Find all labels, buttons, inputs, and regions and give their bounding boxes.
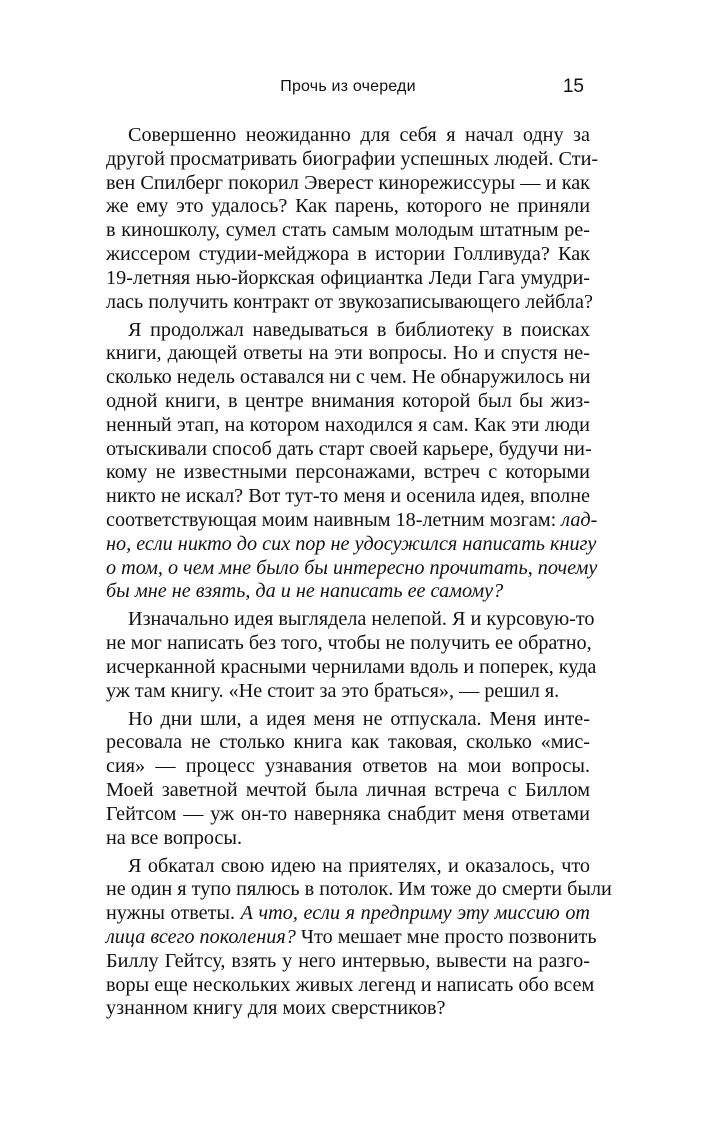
text-segment: жиссером студии-мейджора в истории Голливуда? Как [106, 242, 590, 265]
text-segment: лась получить контракт от звукозаписывающего лейбла? [106, 290, 593, 313]
italic-text: А что, если я предприму эту миссию от [240, 902, 590, 925]
text-segment: Моей заветной мечтой была личная встреча с Биллом [106, 779, 590, 802]
italic-text: лад- [561, 508, 598, 531]
text-segment: Биллу Гейтсу, взять у него интервью, вывести на разго- [106, 949, 590, 972]
text-segment: соответствующая моим наивным 18-летним мозгам: [106, 508, 562, 531]
text-line [106, 926, 597, 950]
text-line [106, 779, 590, 803]
text-line [106, 461, 590, 485]
text-segment: в киношколу, сумел стать самым молодым штатным ре- [106, 219, 590, 242]
text-line [106, 580, 590, 604]
text-segment: отыскивали способ дать старт своей карьере, будучи ни- [106, 437, 592, 460]
text-line [106, 608, 595, 632]
italic-text: о том, о чем мне было бы интересно прочитать, почему [106, 556, 598, 579]
text-line [106, 438, 590, 462]
text-segment: сколько недель оставался ни с чем. Не обнаружилось ни [106, 366, 591, 389]
text-segment: одной книги, в центре внимания которой был бы жиз- [106, 389, 590, 412]
paragraph [106, 124, 599, 314]
italic-text: лица всего поколения? [106, 926, 296, 949]
text-segment: ненный этап, на котором находился я сам. Как эти люди [106, 413, 590, 436]
text-line [106, 390, 590, 414]
text-line [106, 342, 590, 366]
text-segment: сия» — процесс узнавания ответов на мои вопросы. [106, 755, 590, 778]
text-line [106, 414, 590, 438]
text-line [106, 855, 590, 879]
text-segment: Но дни шли, а идея меня не отпускала. Меня инте- [128, 707, 590, 730]
text-segment: же ему это удалось? Как парень, которого не приняли [106, 195, 590, 218]
text-segment: никто не искал? Вот тут-то меня и осенила идея, вполне [106, 485, 590, 508]
body-text [106, 124, 612, 1025]
text-segment: узнанном книгу для моих сверстников? [106, 997, 446, 1020]
paragraph [106, 318, 598, 605]
text-segment: 19-летняя нью-йоркская официантка Леди Гага умудри- [106, 266, 590, 289]
text-line [106, 755, 590, 779]
text-line [106, 997, 590, 1021]
text-segment: Что мешает мне просто позвонить [295, 926, 597, 949]
text-line [106, 803, 590, 827]
text-line [106, 902, 590, 926]
text-segment: не один я тупо пялюсь в потолок. Им тоже до смерти были [106, 878, 612, 901]
text-segment: Я продолжал наведываться в библиотеку в поисках [128, 318, 590, 341]
text-segment: другой просматривать биографии успешных людей. Сти- [106, 147, 599, 170]
text-line [106, 172, 590, 196]
text-segment: Я обкатал свою идею на приятелях, и оказалось, что [128, 854, 590, 877]
text-line [106, 556, 598, 581]
text-segment: Изначально идея выглядела нелепой. Я и курсовую-то [128, 608, 595, 631]
page-number: 15 [562, 76, 584, 97]
text-line [106, 290, 593, 315]
text-segment: на все вопросы. [106, 826, 242, 849]
text-line [106, 973, 595, 998]
text-line [106, 485, 590, 509]
text-segment: Совершенно неожиданно для себя я начал одну за [128, 124, 590, 146]
text-segment: книги, дающей ответы на эти вопросы. Но и спустя не- [106, 342, 590, 365]
text-segment: воры еще нескольких живых легенд и написать обо всем [106, 973, 595, 996]
italic-text: бы мне не взять, да и не написать ее самому? [106, 580, 504, 603]
text-line [106, 708, 590, 732]
text-line [106, 655, 597, 680]
italic-text: но, если никто до сих пор не удосужился написать книгу [106, 532, 597, 555]
running-title: Прочь из очереди [280, 78, 416, 95]
text-line [106, 731, 590, 755]
text-line [106, 366, 590, 390]
text-segment: исчерканной красными чернилами вдоль и поперек, куда [106, 655, 597, 678]
text-segment: ресовала не столько книга как таковая, сколько «мис- [106, 731, 590, 754]
text-line [106, 219, 590, 243]
text-line [106, 632, 590, 656]
text-segment: нужны ответы. [106, 902, 241, 925]
text-line [106, 878, 612, 902]
paragraph [106, 708, 590, 851]
text-line [106, 508, 598, 533]
text-line [106, 243, 590, 267]
text-segment: кому не известными персонажами, встреч с которыми [106, 461, 590, 484]
text-line [106, 532, 597, 557]
text-line [106, 950, 590, 974]
text-line [106, 195, 590, 219]
paragraph [106, 854, 612, 1022]
page-header [106, 78, 590, 104]
text-line [106, 147, 599, 172]
text-line [106, 319, 590, 343]
text-line [106, 680, 590, 704]
paragraph [106, 608, 597, 703]
text-segment: не мог написать без того, чтобы не получить ее обратно, [106, 632, 592, 655]
text-segment: уж там книгу. «Не стоит за это браться», — решил я. [106, 679, 560, 702]
text-segment: Гейтсом — уж он-то наверняка снабдит меня ответами [106, 802, 590, 825]
text-line [106, 124, 590, 148]
text-line [106, 827, 590, 851]
text-segment: вен Спилберг покорил Эверест кинорежиссуры — и как [106, 171, 590, 194]
text-line [106, 267, 590, 291]
